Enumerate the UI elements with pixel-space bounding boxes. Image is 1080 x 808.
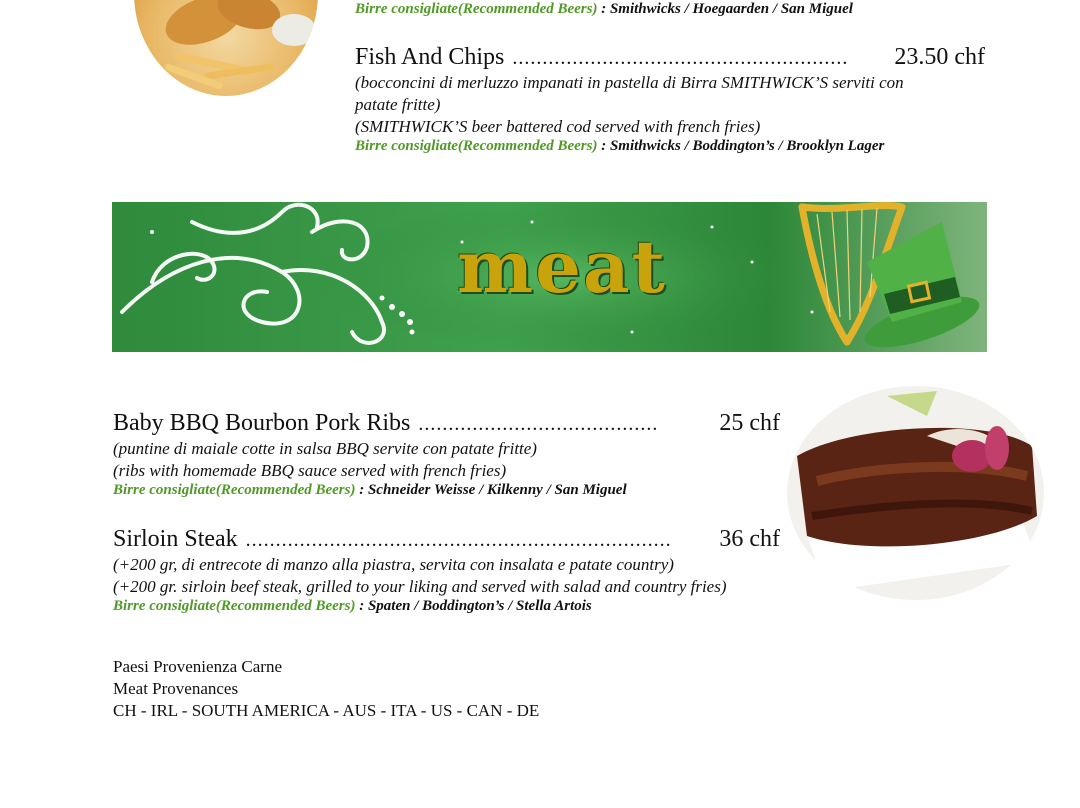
beer-list: : Smithwicks / Boddington’s / Brooklyn Lager [597, 138, 885, 154]
meat-section-banner [112, 202, 987, 352]
beer-label: Birre consigliate(Recommended Beers) [113, 598, 356, 614]
fish-and-chips-description [355, 72, 995, 138]
fish-and-chips-price: 23.50 chf [894, 44, 985, 70]
recommended-beers-steak [113, 598, 592, 615]
meat-provenance [113, 656, 539, 722]
recommended-beers-ribs [113, 482, 627, 499]
provenance-countries: CH - IRL - SOUTH AMERICA - AUS - ITA - US - CAN - DE [113, 701, 540, 720]
fish-and-chips-photo [134, 0, 318, 96]
beer-list: : Spaten / Boddington’s / Stella Artois [355, 598, 592, 614]
beer-label: Birre consigliate(Recommended Beers) [355, 138, 598, 154]
beer-label: Birre consigliate(Recommended Beers) [355, 1, 598, 17]
pork-ribs-name: Baby BBQ Bourbon Pork Ribs [113, 410, 411, 436]
price-leader-dots: ........................................................ [512, 47, 849, 69]
sirloin-steak-title-row [113, 526, 780, 553]
sirloin-steak-price: 36 chf [719, 526, 780, 552]
pork-ribs-description [113, 438, 773, 482]
price-leader-dots: ....................................................................... [245, 529, 672, 551]
recommended-beers-top [355, 1, 853, 18]
fish-and-chips-title-row [355, 44, 985, 71]
description-italian-1: (bocconcini di merluzzo impanati in pastella di Birra SMITHWICK’S serviti con [355, 73, 904, 92]
sirloin-steak-description [113, 554, 793, 598]
meat-banner-title: meat [457, 224, 667, 309]
pork-ribs-price: 25 chf [719, 410, 780, 436]
description-italian: (puntine di maiale cotte in salsa BBQ servite con patate fritte) [113, 439, 537, 458]
beer-list: : Schneider Weisse / Kilkenny / San Miguel [355, 482, 627, 498]
description-italian-2: patate fritte) [355, 95, 441, 114]
description-english: (ribs with homemade BBQ sauce served with french fries) [113, 461, 507, 480]
description-english: (SMITHWICK’S beer battered cod served with french fries) [355, 117, 761, 136]
recommended-beers-fish [355, 138, 884, 155]
bbq-ribs-photo [787, 386, 1044, 600]
provenance-heading-english: Meat Provenances [113, 679, 239, 698]
description-italian: (+200 gr, di entrecote di manzo alla piastra, servita con insalata e patate country) [113, 555, 674, 574]
sirloin-steak-name: Sirloin Steak [113, 526, 238, 552]
description-english: (+200 gr. sirloin beef steak, grilled to your liking and served with salad and country fries) [113, 577, 727, 596]
beer-label: Birre consigliate(Recommended Beers) [113, 482, 356, 498]
beer-list: : Smithwicks / Hoegaarden / San Miguel [597, 1, 853, 17]
fish-and-chips-name: Fish And Chips [355, 44, 505, 70]
provenance-heading-italian: Paesi Provenienza Carne [113, 657, 282, 676]
pork-ribs-title-row [113, 410, 780, 437]
price-leader-dots: ........................................ [418, 413, 659, 435]
